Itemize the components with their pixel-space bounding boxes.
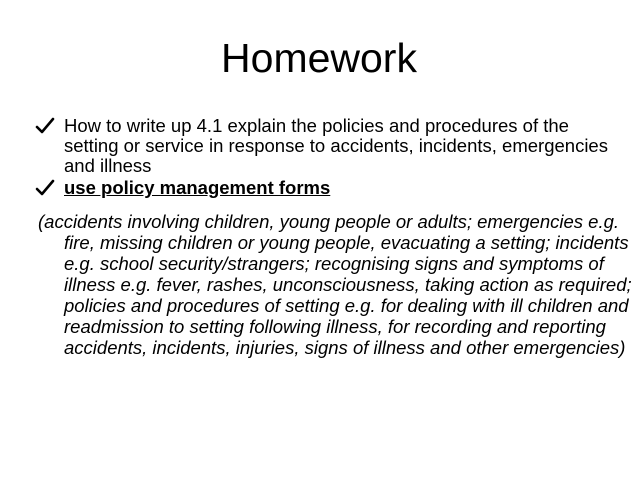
bullet-text: use policy management forms: [64, 177, 331, 198]
detail-paragraph: (accidents involving children, young people or adults; emergencies e.g. fire, missing children or young people, evacuating a setting; incidents e.g. school security/strangers; recognising signs and symptoms of illness e.g. fever, rashes, unconsciousness, taking action as required; policies and procedures of setting e.g. for dealing with ill children and readmission to setting following illness, for recording and reporting accidents, incidents, injuries, signs of illness and other emergencies): [38, 211, 632, 358]
slide-title: Homework: [221, 35, 417, 81]
bullet-text: How to write up 4.1 explain the policies and procedures of the setting or service in response to accidents, incidents, emergencies and illness: [64, 115, 608, 176]
bullet-item: [38, 116, 618, 176]
checkmark-icon: [34, 178, 56, 198]
checkmark-icon: [34, 116, 56, 136]
bullet-item: [38, 178, 618, 198]
bullet-list: [38, 116, 618, 200]
